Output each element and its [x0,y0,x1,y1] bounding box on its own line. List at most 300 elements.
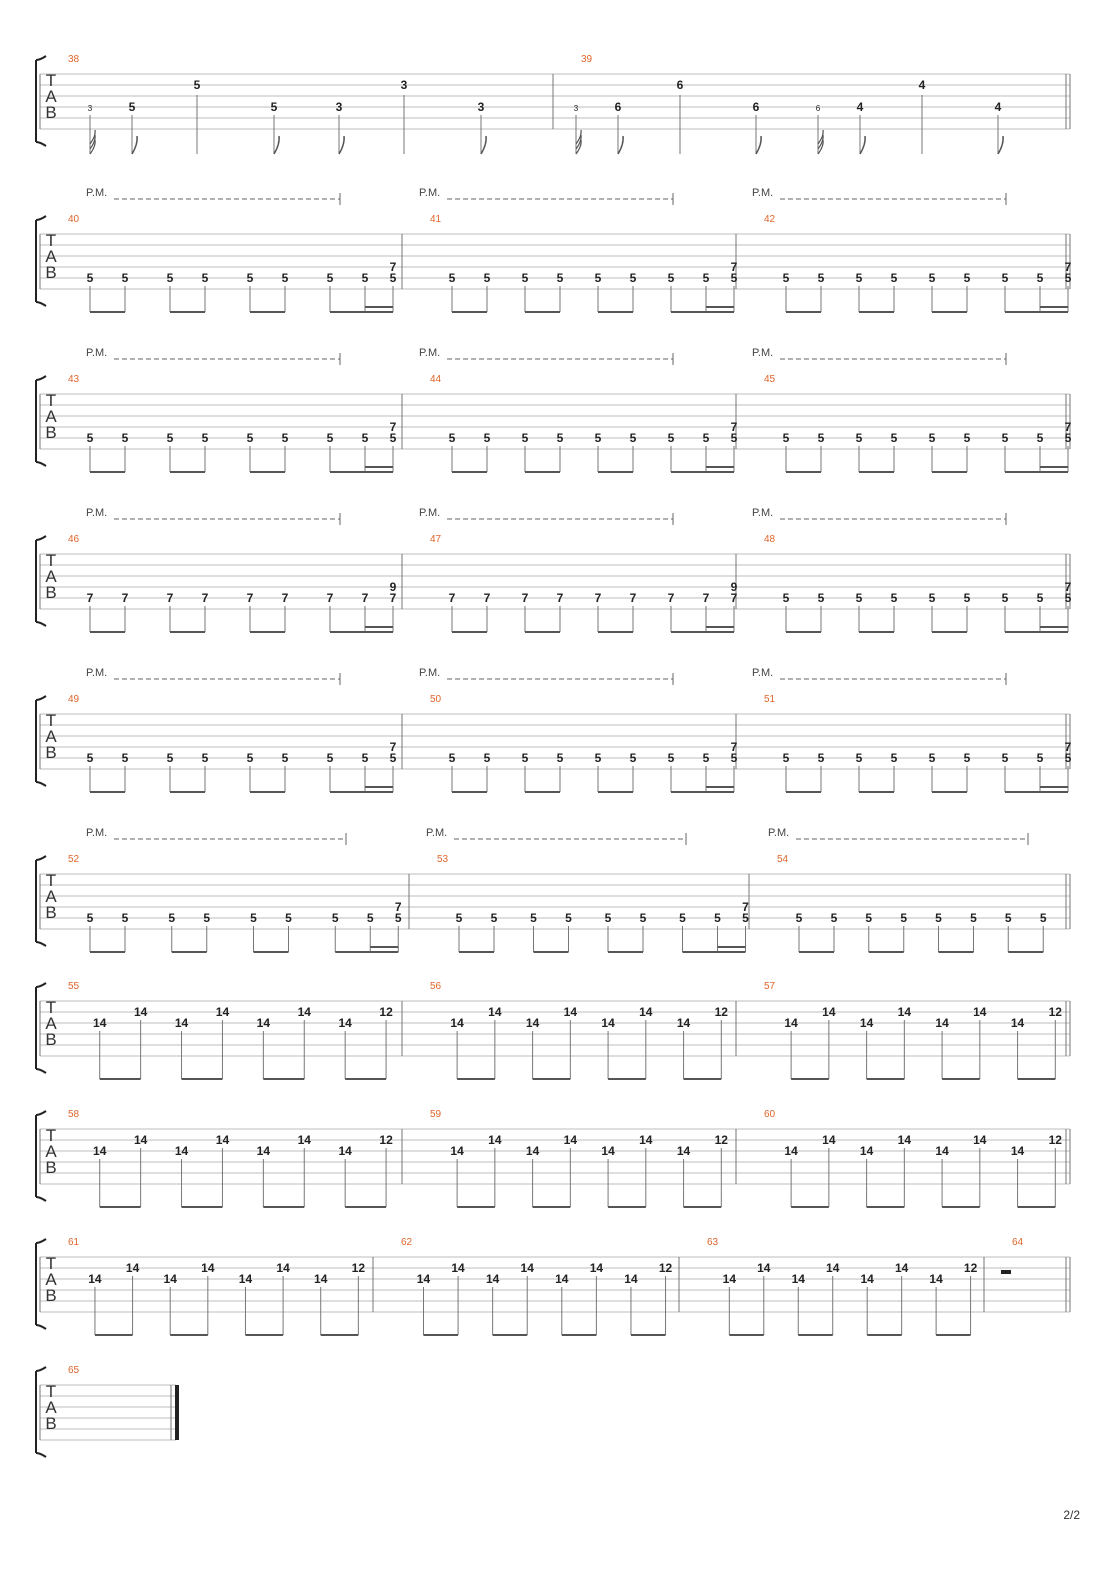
fret-number: 6 [614,100,622,114]
fret-number: 12 [714,1133,728,1147]
fret-number: 12 [714,1005,728,1019]
fret-number: 14 [238,1272,253,1286]
fret-number: 5 [483,431,491,445]
fret-number: 5 [448,751,456,765]
tab-system [36,187,1072,312]
fret-number: 7 [1064,260,1072,274]
fret-number: 7 [1064,580,1072,594]
fret-number: 5 [168,911,176,925]
fret-number: 5 [702,431,710,445]
eighth-flag [860,136,865,154]
palm-mute-label: P.M. [86,507,108,519]
fret-number: 12 [963,1261,978,1275]
fret-number: 14 [639,1133,653,1147]
fret-number: 14 [488,1133,502,1147]
fret-number: 5 [855,431,863,445]
tab-clef-letter: B [45,1030,57,1049]
fret-number: 7 [521,591,529,605]
fret-number: 7 [166,591,174,605]
fret-number: 14 [757,1261,771,1275]
fret-number: 5 [121,751,129,765]
fret-number: 5 [928,271,936,285]
fret-number: 5 [86,751,94,765]
fret-number: 5 [900,911,908,925]
tab-clef-letter: B [45,583,57,602]
tab-system [36,54,1070,154]
fret-number: 5 [250,911,257,925]
fret-number: 5 [817,431,825,445]
fret-number: 7 [730,591,738,605]
fret-number: 6 [815,104,821,113]
fret-number: 5 [521,431,529,445]
palm-mute-label: P.M. [768,827,790,839]
fret-number: 3 [573,104,579,113]
fret-number: 6 [752,100,760,114]
tab-system [36,1237,1070,1335]
fret-number: 7 [1064,740,1072,754]
palm-mute-label: P.M. [419,667,441,679]
fret-number: 14 [822,1005,836,1019]
tab-clef-letter: B [45,1286,57,1305]
fret-number: 14 [555,1272,569,1286]
fret-number: 14 [676,1016,691,1030]
fret-number: 5 [963,431,971,445]
fret-number: 14 [174,1144,189,1158]
fret-number: 5 [193,78,201,92]
fret-number: 14 [525,1144,540,1158]
fret-number: 9 [730,580,738,594]
fret-number: 5 [782,751,790,765]
fret-number: 5 [702,271,710,285]
measure-number: 62 [401,1237,413,1248]
eighth-flag [339,136,344,154]
fret-number: 14 [215,1005,230,1019]
fret-number: 14 [256,1016,271,1030]
fret-number: 14 [256,1144,271,1158]
page-number: 2/2 [1063,1508,1080,1522]
fret-number: 5 [817,271,825,285]
fret-number: 7 [702,591,710,605]
fret-number: 14 [897,1005,912,1019]
fret-number: 5 [121,271,129,285]
tab-system [36,347,1072,472]
measure-number: 60 [764,1109,776,1120]
fret-number: 5 [629,271,637,285]
fret-number: 5 [1001,271,1009,285]
fret-number: 14 [563,1005,578,1019]
palm-mute-label: P.M. [419,187,441,199]
fret-number: 5 [714,911,721,925]
fret-number: 14 [93,1016,107,1030]
eighth-flag [274,136,279,154]
fret-number: 14 [929,1272,943,1286]
fret-number: 14 [973,1133,987,1147]
fret-number: 5 [963,751,971,765]
fret-number: 14 [133,1133,148,1147]
fret-number: 5 [855,751,863,765]
fret-number: 7 [86,591,94,605]
fret-number: 7 [326,591,334,605]
fret-number: 5 [742,911,749,925]
measure-number: 58 [68,1109,80,1120]
tab-clef-letter: A [45,87,57,106]
fret-number: 3 [87,104,93,113]
fret-number: 5 [246,431,254,445]
fret-number: 5 [394,911,402,925]
fret-number: 5 [1004,911,1012,925]
fret-number: 14 [451,1261,465,1275]
tab-clef-letter: B [45,743,57,762]
fret-number: 5 [594,271,602,285]
palm-mute-label: P.M. [86,347,108,359]
fret-number: 5 [782,271,790,285]
fret-number: 5 [281,431,289,445]
fret-number: 5 [782,591,790,605]
fret-number: 5 [667,431,675,445]
tab-clef-letter: T [45,1126,57,1145]
fret-number: 5 [890,591,898,605]
fret-number: 5 [817,751,825,765]
fret-number: 5 [730,751,738,765]
measure-number: 65 [68,1365,80,1376]
tab-clef-letter: B [45,1158,57,1177]
fret-number: 14 [935,1016,949,1030]
tab-clef-letter: T [45,1382,57,1401]
tab-clef-letter: B [45,423,57,442]
fret-number: 5 [730,431,738,445]
fret-number: 7 [389,740,397,754]
measure-number: 64 [1012,1237,1024,1248]
fret-number: 14 [174,1016,189,1030]
fret-number: 5 [963,591,971,605]
tab-clef-letter: B [45,1414,57,1433]
eighth-flag [481,136,486,154]
measure-number: 40 [68,214,80,225]
fret-number: 14 [894,1261,909,1275]
fret-number: 7 [361,591,369,605]
fret-number: 5 [963,271,971,285]
fret-number: 5 [730,271,738,285]
fret-number: 7 [483,591,491,605]
fret-number: 14 [624,1272,638,1286]
fret-number: 7 [594,591,602,605]
fret-number: 14 [488,1005,502,1019]
fret-number: 5 [361,271,369,285]
tab-clef-letter: B [45,103,57,122]
fret-number: 12 [658,1261,673,1275]
fret-number: 5 [203,911,211,925]
fret-number: 5 [483,271,491,285]
fret-number: 14 [722,1272,737,1286]
fret-number: 5 [935,911,942,925]
fret-number: 5 [795,911,803,925]
fret-number: 7 [389,591,397,605]
palm-mute-label: P.M. [426,827,448,839]
tab-clef-letter: T [45,871,57,890]
fret-number: 5 [1064,751,1072,765]
fret-number: 5 [166,751,174,765]
measure-number: 48 [764,534,776,545]
tab-clef-letter: A [45,1142,57,1161]
fret-number: 5 [702,751,710,765]
measure-number: 38 [68,54,80,65]
palm-mute-label: P.M. [752,347,774,359]
fret-number: 14 [276,1261,290,1275]
fret-number: 7 [629,591,637,605]
fret-number: 5 [530,911,537,925]
fret-number: 5 [830,911,838,925]
palm-mute-label: P.M. [86,667,108,679]
tab-clef-letter: T [45,71,57,90]
fret-number: 5 [629,751,637,765]
palm-mute-label: P.M. [419,507,441,519]
tab-clef-letter: A [45,567,57,586]
fret-number: 5 [865,911,873,925]
whole-rest [1001,1270,1011,1274]
fret-number: 5 [1001,591,1009,605]
tab-system [36,507,1072,632]
fret-number: 5 [246,271,254,285]
fret-number: 5 [556,271,564,285]
fret-number: 5 [86,431,94,445]
tab-clef-letter: B [45,903,57,922]
measure-number: 47 [430,534,442,545]
fret-number: 7 [201,591,209,605]
fret-number: 14 [93,1144,107,1158]
fret-number: 14 [314,1272,328,1286]
fret-number: 5 [201,751,209,765]
fret-number: 7 [389,260,397,274]
fret-number: 7 [121,591,129,605]
eighth-flag [756,136,761,154]
palm-mute-label: P.M. [752,507,774,519]
tab-clef-letter: B [45,263,57,282]
fret-number: 5 [490,911,498,925]
measure-number: 46 [68,534,80,545]
fret-number: 14 [88,1272,102,1286]
fret-number: 14 [450,1144,464,1158]
fret-number: 14 [485,1272,500,1286]
fret-number: 14 [338,1144,352,1158]
eighth-flag [132,136,137,154]
fret-number: 14 [784,1016,798,1030]
fret-number: 14 [1010,1144,1025,1158]
fret-number: 14 [639,1005,653,1019]
fret-number: 14 [1010,1016,1025,1030]
tab-clef-letter: T [45,551,57,570]
fret-number: 5 [565,911,572,925]
measure-number: 63 [707,1237,719,1248]
fret-number: 5 [855,271,863,285]
fret-number: 14 [935,1144,949,1158]
tab-clef-letter: T [45,711,57,730]
fret-number: 7 [730,740,738,754]
fret-number: 9 [389,580,397,594]
fret-number: 5 [270,100,278,114]
fret-number: 14 [826,1261,840,1275]
fret-number: 5 [448,431,456,445]
fret-number: 5 [1064,271,1072,285]
tab-clef-letter: A [45,727,57,746]
fret-number: 14 [860,1272,874,1286]
fret-number: 5 [285,911,292,925]
fret-number: 5 [855,591,863,605]
fret-number: 5 [1036,431,1044,445]
fret-number: 7 [389,420,397,434]
eighth-flag [618,136,623,154]
tab-clef-letter: T [45,231,57,250]
fret-number: 5 [281,271,289,285]
fret-number: 14 [859,1016,874,1030]
tab-clef-letter: A [45,887,57,906]
palm-mute-label: P.M. [86,187,108,199]
measure-number: 41 [430,214,442,225]
tab-clef-letter: T [45,998,57,1017]
measure-number: 57 [764,981,776,992]
palm-mute-label: P.M. [86,827,108,839]
tab-system [36,1365,179,1457]
fret-number: 7 [742,900,749,914]
fret-number: 5 [667,271,675,285]
fret-number: 5 [1036,751,1044,765]
fret-number: 5 [166,271,174,285]
fret-number: 3 [335,100,343,114]
fret-number: 5 [928,431,936,445]
fret-number: 5 [1064,591,1072,605]
measure-number: 53 [437,854,449,865]
fret-number: 7 [730,420,738,434]
tab-clef-letter: A [45,1014,57,1033]
fret-number: 5 [246,751,254,765]
measure-number: 44 [430,374,442,385]
palm-mute-label: P.M. [752,187,774,199]
fret-number: 5 [629,431,637,445]
fret-number: 5 [121,911,129,925]
fret-number: 7 [246,591,254,605]
palm-mute-label: P.M. [419,347,441,359]
measure-number: 43 [68,374,80,385]
fret-number: 12 [379,1005,393,1019]
fret-number: 5 [326,271,334,285]
fret-number: 5 [604,911,612,925]
fret-number: 7 [730,260,738,274]
fret-number: 14 [133,1005,148,1019]
tab-clef-letter: A [45,1270,57,1289]
fret-number: 5 [389,271,397,285]
fret-number: 4 [918,78,926,92]
fret-number: 5 [782,431,790,445]
fret-number: 14 [973,1005,987,1019]
fret-number: 5 [890,751,898,765]
measure-number: 51 [764,694,776,705]
fret-number: 14 [163,1272,177,1286]
fret-number: 14 [589,1261,604,1275]
fret-number: 5 [1039,911,1047,925]
fret-number: 5 [86,911,94,925]
fret-number: 5 [594,751,602,765]
fret-number: 7 [281,591,289,605]
fret-number: 5 [1064,431,1072,445]
tab-clef-letter: T [45,391,57,410]
measure-number: 42 [764,214,776,225]
fret-number: 14 [450,1016,464,1030]
fret-number: 14 [125,1261,140,1275]
tab-system [36,981,1070,1079]
fret-number: 5 [1036,271,1044,285]
fret-number: 5 [361,431,369,445]
fret-number: 5 [281,751,289,765]
tab-system [36,827,1070,952]
measure-number: 50 [430,694,442,705]
measure-number: 45 [764,374,776,385]
fret-number: 5 [521,271,529,285]
fret-number: 5 [201,431,209,445]
palm-mute-label: P.M. [752,667,774,679]
fret-number: 14 [201,1261,215,1275]
fret-number: 14 [297,1005,311,1019]
fret-number: 5 [521,751,529,765]
fret-number: 5 [667,751,675,765]
fret-number: 14 [297,1133,311,1147]
measure-number: 52 [68,854,80,865]
fret-number: 12 [351,1261,366,1275]
fret-number: 5 [361,751,369,765]
fret-number: 3 [477,100,485,114]
fret-number: 5 [366,911,374,925]
tab-clef-letter: A [45,247,57,266]
measure-number: 56 [430,981,442,992]
fret-number: 5 [121,431,129,445]
fret-number: 14 [215,1133,230,1147]
fret-number: 5 [890,271,898,285]
fret-number: 5 [1036,591,1044,605]
fret-number: 5 [556,431,564,445]
fret-number: 5 [1001,431,1009,445]
fret-number: 5 [455,911,463,925]
fret-number: 5 [331,911,339,925]
fret-number: 5 [1001,751,1009,765]
measure-number: 55 [68,981,80,992]
fret-number: 7 [667,591,675,605]
fret-number: 12 [1048,1133,1062,1147]
fret-number: 5 [483,751,491,765]
fret-number: 14 [897,1133,912,1147]
fret-number: 5 [389,431,397,445]
measure-number: 61 [68,1237,80,1248]
fret-number: 12 [379,1133,393,1147]
tab-clef-letter: T [45,1254,57,1273]
fret-number: 14 [563,1133,578,1147]
measure-number: 39 [581,54,593,65]
fret-number: 14 [859,1144,874,1158]
fret-number: 5 [128,100,136,114]
fret-number: 4 [994,100,1002,114]
fret-number: 14 [520,1261,534,1275]
eighth-flag [998,136,1003,154]
fret-number: 5 [594,431,602,445]
fret-number: 14 [791,1272,805,1286]
fret-number: 7 [394,900,402,914]
fret-number: 7 [556,591,564,605]
fret-number: 14 [601,1016,615,1030]
fret-number: 14 [416,1272,431,1286]
fret-number: 5 [639,911,647,925]
fret-number: 7 [1064,420,1072,434]
fret-number: 14 [525,1016,540,1030]
fret-number: 5 [556,751,564,765]
fret-number: 5 [679,911,686,925]
fret-number: 5 [326,751,334,765]
